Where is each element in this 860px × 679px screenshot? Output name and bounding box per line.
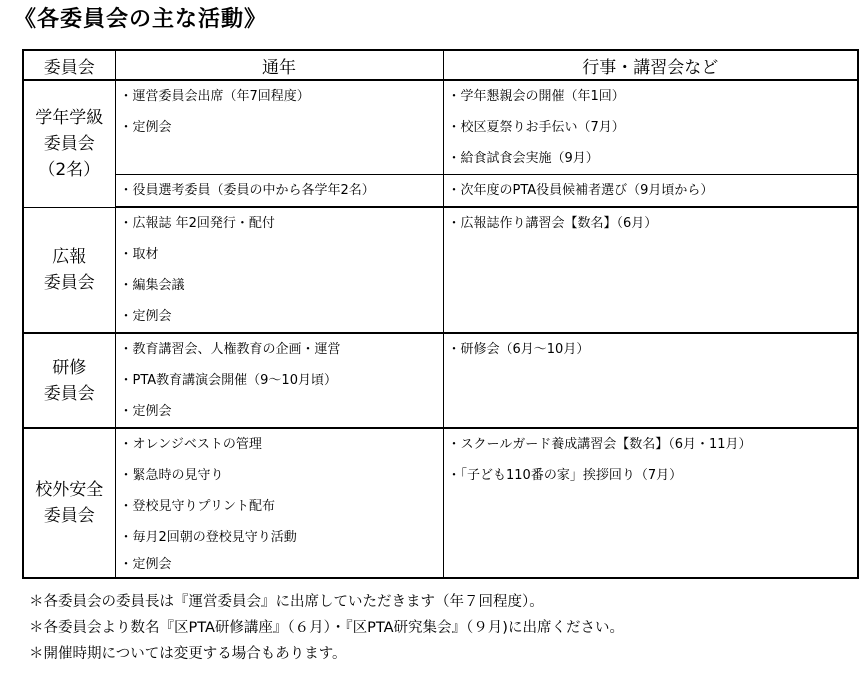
table-row <box>23 428 858 578</box>
committee-name-cell <box>23 333 115 428</box>
list-item: ・毎月2回朝の登校見守り活動 <box>119 530 297 545</box>
page-title: 《各委員会の主な活動》 <box>14 7 268 32</box>
list-item: ・広報誌作り講習会【数名】（6月） <box>447 216 658 231</box>
list-item: ・定例会 <box>119 120 172 135</box>
committee-name-cell <box>23 207 115 333</box>
notes-block <box>29 589 624 667</box>
list-item: ・オレンジベストの管理 <box>119 437 262 452</box>
list-item: ・研修会（6月～10月） <box>447 342 590 357</box>
list-item: ・緊急時の見守り <box>119 468 224 483</box>
list-item: ・運営委員会出席（年7回程度） <box>119 89 310 104</box>
note-line: ＊開催時期については変更する場合もあります。 <box>29 646 347 662</box>
table-row <box>23 333 858 428</box>
header-yearly: 通年 <box>115 50 443 80</box>
list-item: ・定例会 <box>119 557 172 572</box>
list-item: ・給食試食会実施（9月） <box>447 151 599 166</box>
list-item: ・編集会議 <box>119 278 185 293</box>
committee-activities-table <box>22 49 859 579</box>
list-item: ・登校見守りプリント配布 <box>119 499 275 514</box>
list-item: ・PTA教育講演会開催（9～10月頃） <box>119 373 337 388</box>
header-row <box>23 50 858 80</box>
note-line: ＊各委員会の委員長は『運営委員会』に出席していただきます（年７回程度）。 <box>29 594 544 610</box>
list-item: ・定例会 <box>119 309 172 324</box>
list-item: ・スクールガード養成講習会【数名】（6月・11月） <box>447 437 752 452</box>
table-row <box>23 207 858 333</box>
header-committee: 委員会 <box>23 50 115 80</box>
committee-name-line: 委員会 <box>43 133 95 154</box>
committee-name-line: 校外安全 <box>35 480 104 500</box>
header-events: 行事・講習会など <box>443 50 858 80</box>
list-item: ・「子ども110番の家」挨拶回り（7月） <box>447 468 683 483</box>
list-item: ・次年度のPTA役員候補者選び（9月頃から） <box>447 183 714 198</box>
committee-name-line: 学年学級 <box>35 107 104 128</box>
events-cell <box>443 80 858 175</box>
committee-name-cell <box>23 428 115 578</box>
list-item: ・校区夏祭りお手伝い（7月） <box>447 120 625 135</box>
list-item: ・広報誌 年2回発行・配付 <box>119 216 275 231</box>
committee-name-line: 委員会 <box>43 383 95 404</box>
committee-name-cell <box>23 80 115 207</box>
committee-name-line: 研修 <box>52 357 87 378</box>
note-line: ＊各委員会より数名『区PTA研修講座』（６月）・『区PTA研究集会』（９月)に出席ください。 <box>29 620 624 636</box>
yearly-cell <box>115 80 443 175</box>
list-item: ・取材 <box>119 247 159 262</box>
events-cell <box>443 333 858 428</box>
yearly-cell <box>115 175 443 208</box>
events-cell <box>443 207 858 333</box>
table-row <box>23 80 858 175</box>
list-item: ・定例会 <box>119 404 172 419</box>
table-row <box>23 175 858 208</box>
yearly-cell <box>115 207 443 333</box>
yearly-cell <box>115 428 443 578</box>
list-item: ・教育講習会、人権教育の企画・運営 <box>119 342 341 357</box>
committee-name-line: 委員会 <box>43 506 95 526</box>
committee-name-line: （2名） <box>38 159 101 180</box>
committee-name-line: 委員会 <box>43 272 95 293</box>
events-cell <box>443 428 858 578</box>
yearly-cell <box>115 333 443 428</box>
committee-name-line: 広報 <box>52 246 87 267</box>
events-cell <box>443 175 858 208</box>
list-item: ・学年懇親会の開催（年1回） <box>447 89 625 104</box>
list-item: ・役員選考委員（委員の中から各学年2名） <box>119 183 375 198</box>
